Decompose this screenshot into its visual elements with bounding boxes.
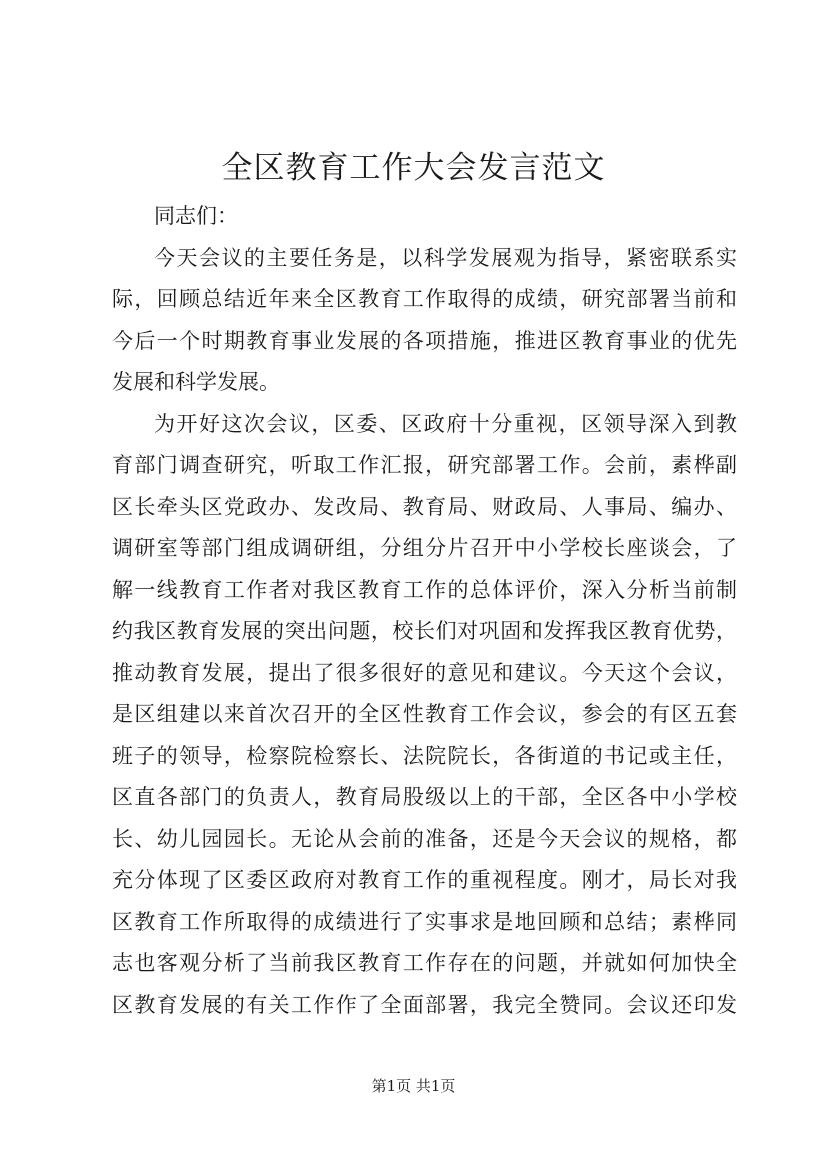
text-line: 推动教育发展，提出了很多很好的意见和建议。今天这个会议， (112, 660, 737, 685)
text-line: 约我区教育发展的突出问题，校长们对巩固和发挥我区教育优势， (112, 619, 737, 643)
document-body (112, 196, 737, 1026)
text-line: 育部门调查研究，听取工作汇报，研究部署工作。会前，素桦副 (112, 453, 737, 477)
text-line: 区教育工作所取得的成绩进行了实事求是地回顾和总结；素桦同 (112, 909, 737, 934)
document-title: 全区教育工作大会发言范文 (221, 150, 606, 186)
paragraph-2 (112, 404, 737, 1027)
text-line: 今后一个时期教育事业发展的各项措施，推进区教育事业的优先 (112, 328, 737, 353)
paragraph-1 (112, 238, 737, 404)
text-line: 际，回顾总结近年来全区教育工作取得的成绩，研究部署当前和 (112, 287, 737, 311)
text-line: 解一线教育工作者对我区教育工作的总体评价，深入分析当前制 (112, 577, 737, 602)
page-number-footer: 第1页 共1页 (371, 1077, 456, 1095)
text-line: 为开好这次会议，区委、区政府十分重视，区领导深入到教 (154, 411, 737, 436)
text-line: 充分体现了区委区政府对教育工作的重视程度。刚才，局长对我 (112, 868, 737, 892)
text-line: 今天会议的主要任务是，以科学发展观为指导，紧密联系实 (154, 245, 737, 270)
text-line: 志也客观分析了当前我区教育工作存在的问题，并就如何加快全 (112, 951, 737, 975)
text-line: 班子的领导，检察院检察长、法院院长，各街道的书记或主任， (112, 743, 737, 768)
text-line: 区直各部门的负责人，教育局股级以上的干部，全区各中小学校 (112, 785, 737, 809)
text-line: 区教育发展的有关工作作了全面部署，我完全赞同。会议还印发 (112, 992, 737, 1017)
text-line: 区长牵头区党政办、发改局、教育局、财政局、人事局、编办、 (112, 494, 737, 519)
greeting: 同志们： (154, 204, 238, 228)
text-line: 长、幼儿园园长。无论从会前的准备，还是今天会议的规格，都 (112, 826, 737, 851)
text-line: 是区组建以来首次召开的全区性教育工作会议，参会的有区五套 (112, 702, 737, 726)
text-line: 调研室等部门组成调研组，分组分片召开中小学校长座谈会，了 (112, 536, 737, 560)
text-line: 发展和科学发展。 (112, 370, 280, 394)
